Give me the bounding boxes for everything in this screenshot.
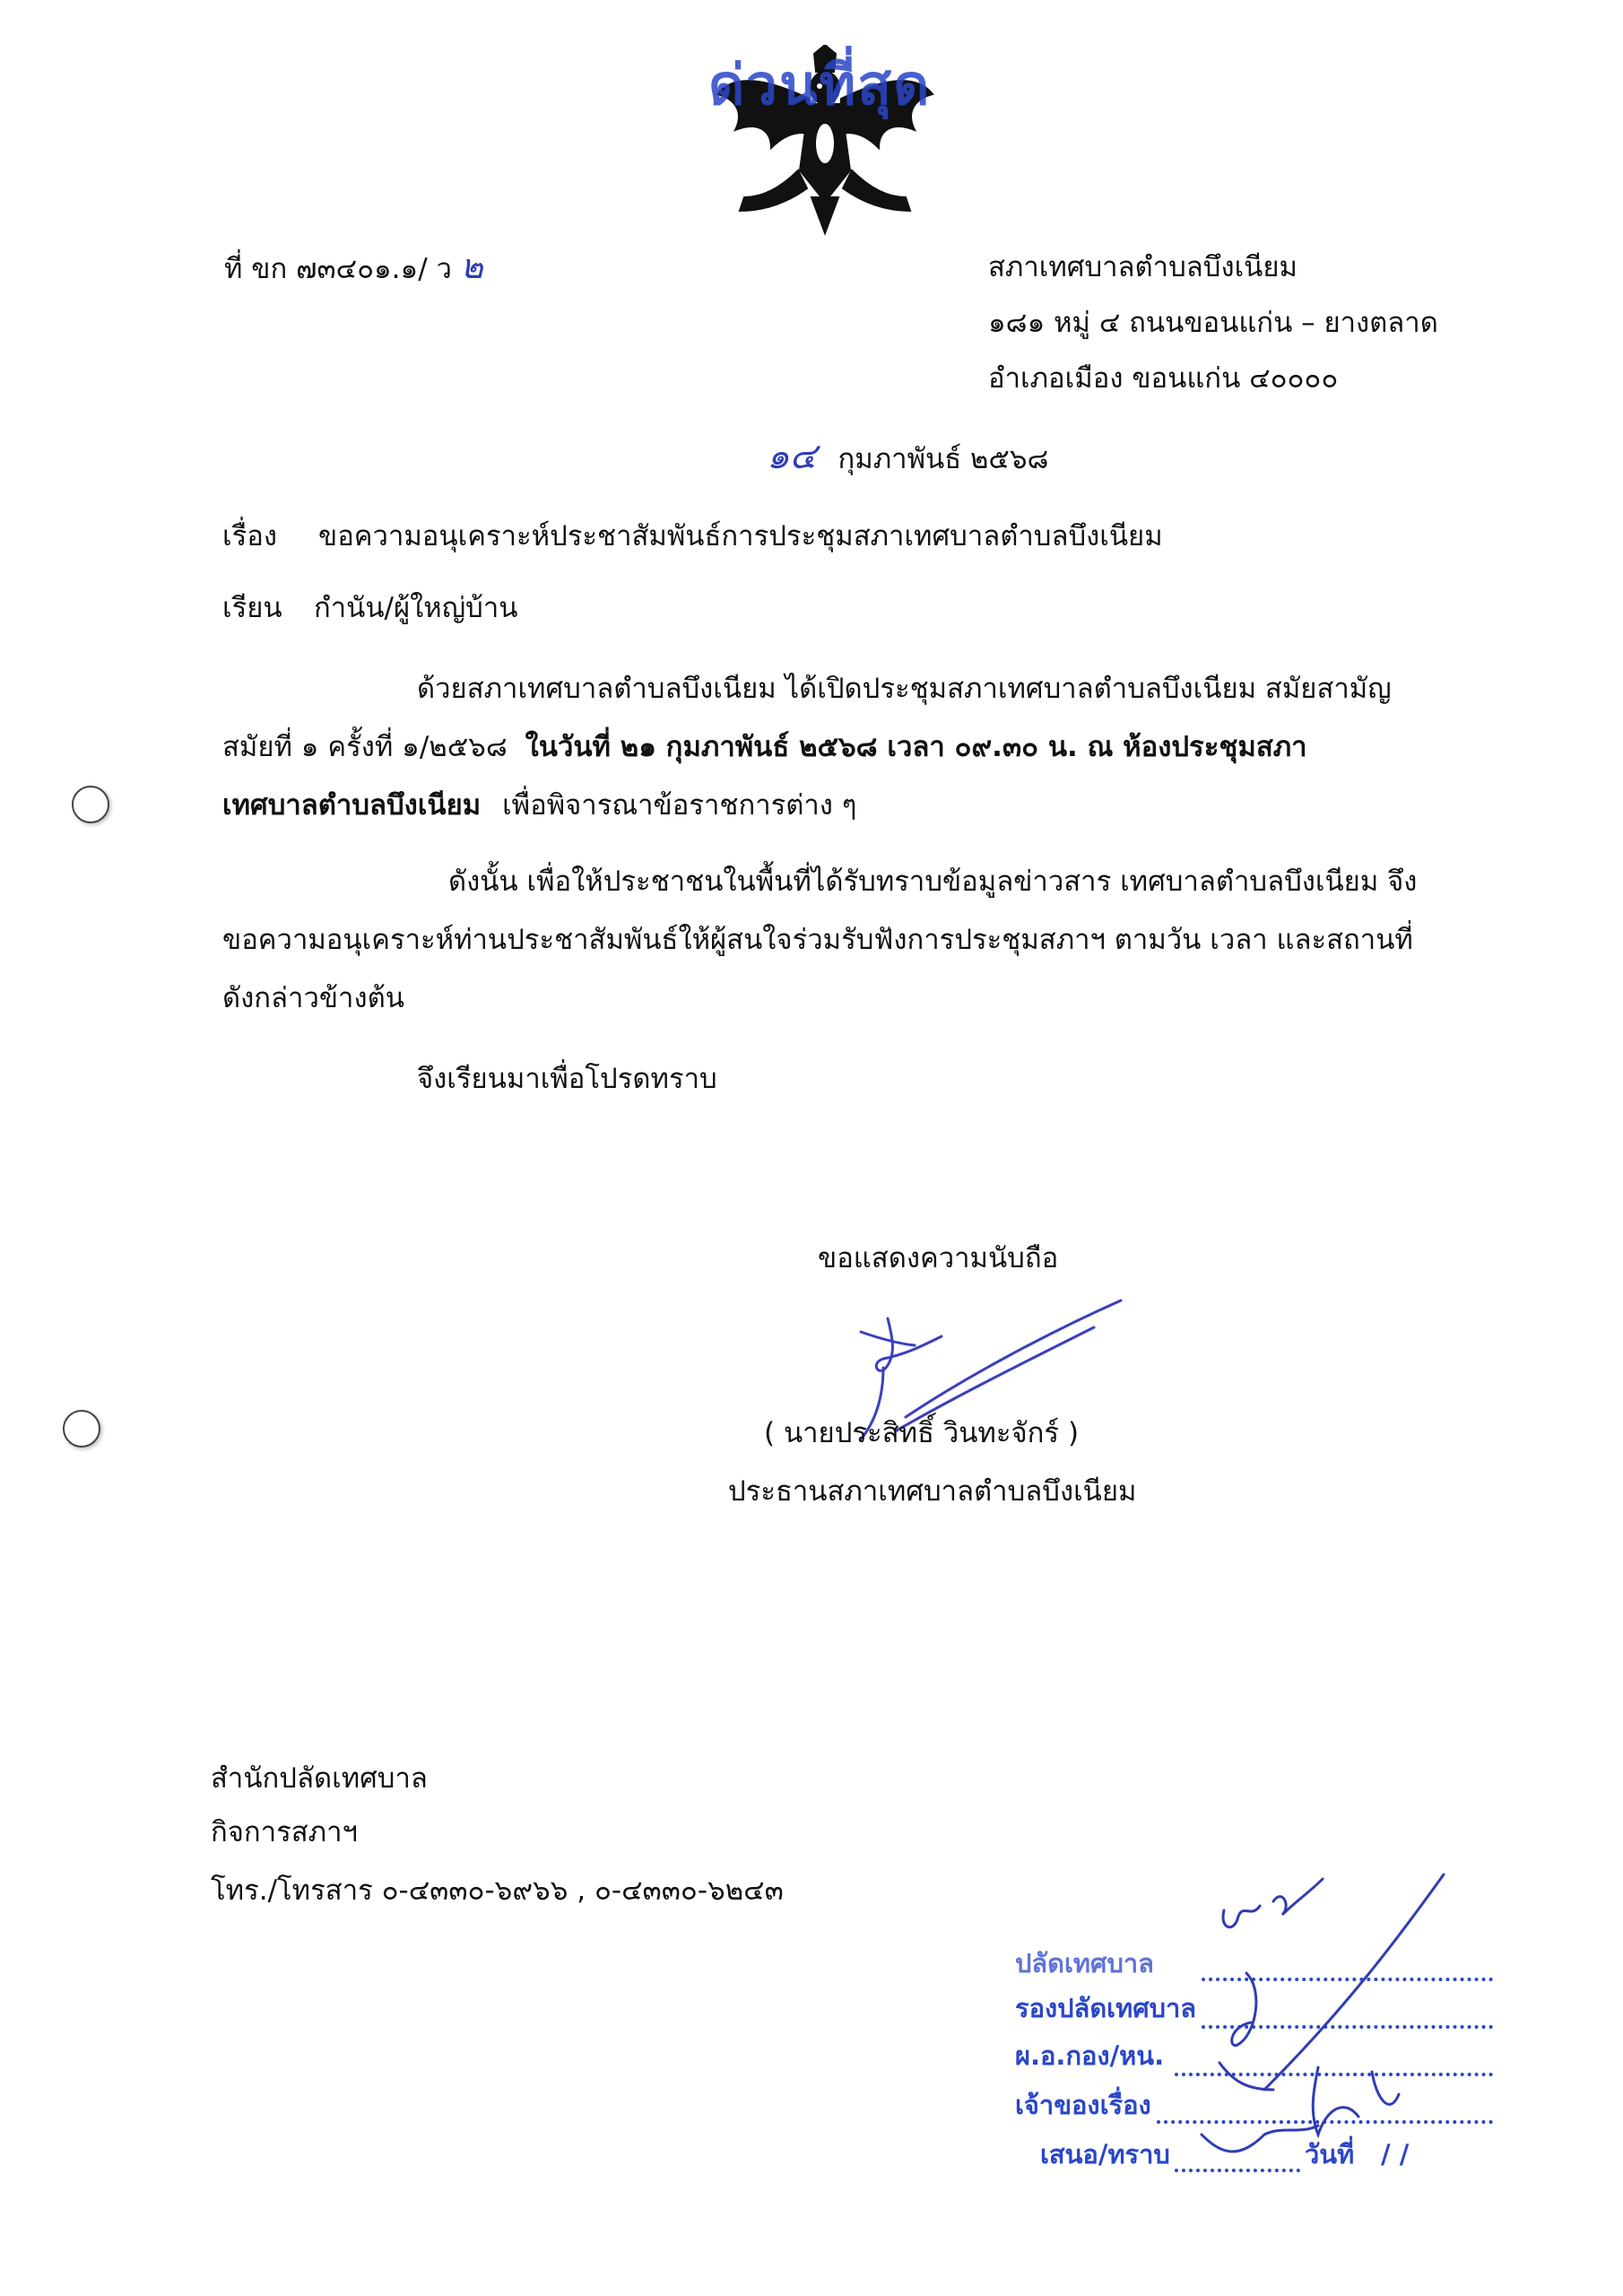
urgent-stamp: ด่วนที่สุด — [708, 52, 932, 117]
body-paragraph-1-line-3 — [222, 789, 856, 822]
recipient-label: เรียน — [222, 592, 282, 624]
address-line: สภาเทศบาลตำบลบึงเนียม — [988, 251, 1298, 283]
routing-row: ผ.อ.กอง/หน. — [1015, 2040, 1165, 2071]
closing-line: จึงเรียนมาเพื่อโปรดทราบ — [417, 1063, 717, 1095]
punch-hole — [63, 1410, 100, 1448]
footer-phone: โทร./โทรสาร ๐-๔๓๓๐-๖๙๖๖ , ๐-๔๓๓๐-๖๒๔๓ — [211, 1874, 784, 1907]
signatory-name: ( นายประสิทธิ์ วินทะจักร์ ) — [764, 1417, 1080, 1449]
body-paragraph-2-line-3: ดังกล่าวข้างต้น — [222, 982, 404, 1014]
date-day-handwritten: ๑๔ — [767, 436, 817, 477]
reference-text: ที่ ขก ๗๓๔๐๑.๑/ ว — [224, 253, 452, 285]
footer-office: สำนักปลัดเทศบาล — [211, 1762, 428, 1795]
routing-row: รองปลัดเทศบาล — [1015, 1993, 1197, 2023]
body-paragraph-2-line-2: ขอความอนุเคราะห์ท่านประชาสัมพันธ์ให้ผู้สนใจร่วมรับฟังการประชุมสภาฯ ตามวัน เวลา และสถานที่ — [222, 924, 1413, 956]
signatory-position: ประธานสภาเทศบาลตำบลบึงเนียม — [728, 1475, 1137, 1508]
routing-row: เสนอ/ทราบ — [1040, 2139, 1170, 2170]
body-paragraph-1-line-2 — [222, 731, 1307, 764]
document-date — [767, 435, 1048, 478]
body-text-normal: เพื่อพิจารณาข้อราชการต่าง ๆ — [502, 789, 857, 822]
address-line: ๑๘๑ หมู่ ๔ ถนนขอนแก่น – ยางตลาด — [988, 307, 1438, 339]
routing-handwriting — [1166, 1866, 1488, 2170]
punch-hole — [72, 786, 109, 823]
body-text-bold: เทศบาลตำบลบึงเนียม — [222, 789, 482, 822]
body-paragraph-2-line-1: ดังนั้น เพื่อให้ประชาชนในพื้นที่ได้รับทราบข้อมูลข่าวสาร เทศบาลตำบลบึงเนียม จึง — [448, 865, 1418, 898]
body-paragraph-1-line-1: ด้วยสภาเทศบาลตำบลบึงเนียม ได้เปิดประชุมสภาเทศบาลตำบลบึงเนียม สมัยสามัญ — [417, 673, 1392, 705]
routing-row: ปลัดเทศบาล — [1015, 1948, 1154, 1979]
footer-division: กิจการสภาฯ — [211, 1816, 358, 1848]
body-text-bold: ในวันที่ ๒๑ กุมภาพันธ์ ๒๕๖๘ เวลา ๐๙.๓๐ น. ณ ห้องประชุมสภา — [525, 731, 1307, 763]
subject-text: ขอความอนุเคราะห์ประชาสัมพันธ์การประชุมสภาเทศบาลตำบลบึงเนียม — [318, 520, 1163, 552]
subject-label: เรื่อง — [222, 520, 278, 552]
regards-text: ขอแสดงความนับถือ — [818, 1242, 1059, 1274]
routing-date-value: / / — [1381, 2139, 1410, 2170]
date-month-year: กุมภาพันธ์ ๒๕๖๘ — [838, 443, 1049, 475]
address-line: อำเภอเมือง ขอนแก่น ๔๐๐๐๐ — [988, 362, 1339, 395]
routing-date-label: วันที่ — [1305, 2139, 1355, 2170]
reference-number — [224, 247, 483, 288]
body-text-normal: สมัยที่ ๑ ครั้งที่ ๑/๒๕๖๘ — [222, 731, 508, 763]
reference-handwritten: ๒ — [460, 247, 483, 286]
routing-row: เจ้าของเรื่อง — [1015, 2090, 1151, 2120]
recipient-text: กำนัน/ผู้ใหญ่บ้าน — [314, 592, 518, 624]
